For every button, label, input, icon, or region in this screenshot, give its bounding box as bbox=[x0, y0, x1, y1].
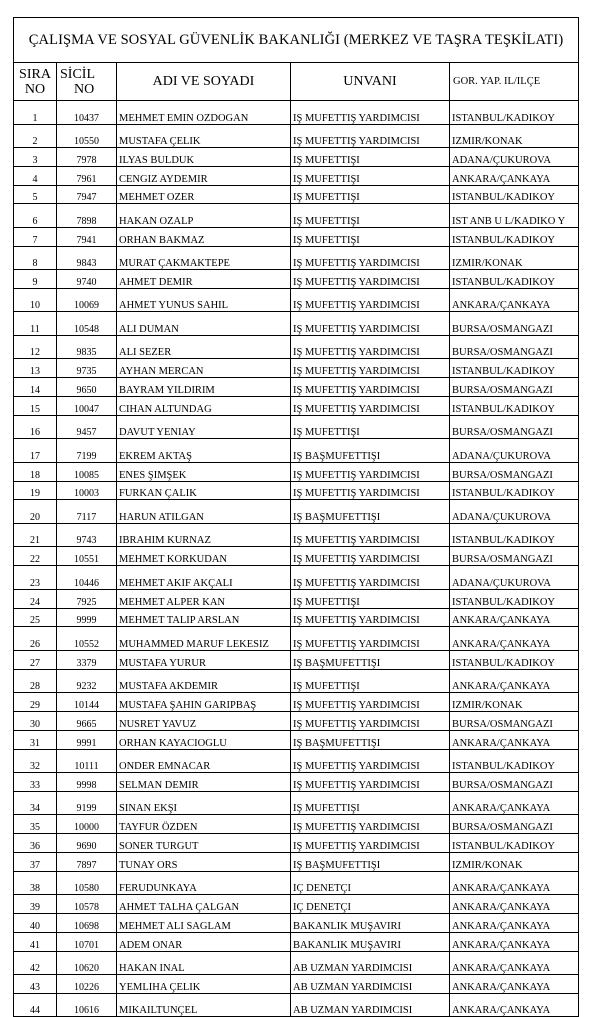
row-adi-soyadi: ORHAN BAKMAZ bbox=[117, 227, 291, 246]
header-sira-line1: SIRA bbox=[19, 66, 51, 82]
row-adi-soyadi: SONER TURGUT bbox=[117, 834, 291, 853]
row-adi-soyadi: MEHMET ALI SAGLAM bbox=[117, 914, 291, 933]
row-sira-no: 12 bbox=[14, 335, 57, 359]
row-adi-soyadi: AYHAN MERCAN bbox=[117, 359, 291, 378]
header-adi-soyadi: ADI VE SOYADI bbox=[117, 63, 291, 101]
row-unvani: IŞ MUFETTIŞI bbox=[291, 204, 450, 228]
row-sira-no: 39 bbox=[14, 895, 57, 914]
table-row bbox=[14, 227, 579, 246]
row-gorev-yeri: BURSA/OSMANGAZI bbox=[450, 815, 579, 834]
row-unvani: IŞ MUFETTIŞI bbox=[291, 166, 450, 185]
row-unvani: IŞ MUFETTIŞI bbox=[291, 791, 450, 815]
row-adi-soyadi: IBRAHIM KURNAZ bbox=[117, 523, 291, 547]
row-gorev-yeri: ISTANBUL/KADIKOY bbox=[450, 101, 579, 125]
table-row bbox=[14, 871, 579, 895]
row-adi-soyadi: MEHMET ALPER KAN bbox=[117, 589, 291, 608]
row-sira-no: 9 bbox=[14, 270, 57, 289]
row-sicil-no: 10047 bbox=[57, 397, 117, 416]
table-row bbox=[14, 185, 579, 204]
row-gorev-yeri: ISTANBUL/KADIKOY bbox=[450, 270, 579, 289]
row-sira-no: 5 bbox=[14, 185, 57, 204]
row-gorev-yeri: ANKARA/ÇANKAYA bbox=[450, 914, 579, 933]
header-gorev-yeri: GOR. YAP. IL/ILÇE bbox=[450, 63, 579, 101]
row-gorev-yeri: ADANA/ÇUKUROVA bbox=[450, 566, 579, 590]
row-adi-soyadi: EKREM AKTAŞ bbox=[117, 439, 291, 463]
table-row bbox=[14, 895, 579, 914]
row-sira-no: 28 bbox=[14, 669, 57, 693]
row-unvani: AB UZMAN YARDIMCISI bbox=[291, 951, 450, 975]
row-unvani: IŞ BAŞMUFETTIŞI bbox=[291, 500, 450, 524]
row-unvani: IŞ MUFETTIŞ YARDIMCISI bbox=[291, 749, 450, 773]
row-adi-soyadi: FURKAN ÇALIK bbox=[117, 481, 291, 500]
row-unvani: IŞ BAŞMUFETTIŞI bbox=[291, 650, 450, 669]
row-sicil-no: 9665 bbox=[57, 711, 117, 730]
row-gorev-yeri: BURSA/OSMANGAZI bbox=[450, 312, 579, 336]
row-sira-no: 8 bbox=[14, 246, 57, 270]
table-body bbox=[14, 101, 579, 1017]
table-row bbox=[14, 481, 579, 500]
table-row bbox=[14, 815, 579, 834]
table-row bbox=[14, 166, 579, 185]
row-sira-no: 13 bbox=[14, 359, 57, 378]
row-sira-no: 41 bbox=[14, 932, 57, 951]
table-row bbox=[14, 608, 579, 627]
table-row bbox=[14, 101, 579, 125]
row-sira-no: 29 bbox=[14, 693, 57, 712]
row-sicil-no: 10003 bbox=[57, 481, 117, 500]
row-sicil-no: 9650 bbox=[57, 378, 117, 397]
row-gorev-yeri: BURSA/OSMANGAZI bbox=[450, 711, 579, 730]
row-unvani: IŞ MUFETTIŞI bbox=[291, 415, 450, 439]
row-adi-soyadi: ONDER EMNACAR bbox=[117, 749, 291, 773]
row-unvani: AB UZMAN YARDIMCISI bbox=[291, 975, 450, 994]
table-row bbox=[14, 711, 579, 730]
row-unvani: IŞ MUFETTIŞ YARDIMCISI bbox=[291, 270, 450, 289]
row-gorev-yeri: ANKARA/ÇANKAYA bbox=[450, 791, 579, 815]
table-row bbox=[14, 148, 579, 167]
table-row bbox=[14, 124, 579, 148]
row-sicil-no: 9743 bbox=[57, 523, 117, 547]
row-sira-no: 44 bbox=[14, 993, 57, 1017]
table-row bbox=[14, 439, 579, 463]
table-row bbox=[14, 693, 579, 712]
row-sicil-no: 10552 bbox=[57, 627, 117, 651]
row-unvani: IŞ MUFETTIŞ YARDIMCISI bbox=[291, 335, 450, 359]
row-sira-no: 15 bbox=[14, 397, 57, 416]
table-row bbox=[14, 359, 579, 378]
row-gorev-yeri: ANKARA/ÇANKAYA bbox=[450, 932, 579, 951]
document-title: ÇALIŞMA VE SOSYAL GÜVENLİK BAKANLIĞI (MERKEZ VE TAŞRA TEŞKİLATI) bbox=[14, 18, 579, 63]
row-unvani: IŞ MUFETTIŞI bbox=[291, 669, 450, 693]
row-unvani: IŞ MUFETTIŞ YARDIMCISI bbox=[291, 627, 450, 651]
table-row bbox=[14, 791, 579, 815]
row-unvani: IŞ MUFETTIŞ YARDIMCISI bbox=[291, 288, 450, 312]
row-gorev-yeri: ISTANBUL/KADIKOY bbox=[450, 749, 579, 773]
row-sicil-no: 9735 bbox=[57, 359, 117, 378]
row-gorev-yeri: ISTANBUL/KADIKOY bbox=[450, 523, 579, 547]
row-gorev-yeri: ANKARA/ÇANKAYA bbox=[450, 951, 579, 975]
row-sicil-no: 7897 bbox=[57, 852, 117, 871]
row-sicil-no: 10548 bbox=[57, 312, 117, 336]
row-gorev-yeri: BURSA/OSMANGAZI bbox=[450, 773, 579, 792]
row-gorev-yeri: ISTANBUL/KADIKOY bbox=[450, 834, 579, 853]
row-gorev-yeri: BURSA/OSMANGAZI bbox=[450, 335, 579, 359]
table-row bbox=[14, 650, 579, 669]
row-unvani: IŞ MUFETTIŞ YARDIMCISI bbox=[291, 378, 450, 397]
row-sira-no: 36 bbox=[14, 834, 57, 853]
row-unvani: IŞ MUFETTIŞI bbox=[291, 148, 450, 167]
row-sicil-no: 7961 bbox=[57, 166, 117, 185]
row-sira-no: 4 bbox=[14, 166, 57, 185]
row-sicil-no: 10551 bbox=[57, 547, 117, 566]
row-sira-no: 31 bbox=[14, 730, 57, 749]
row-unvani: IŞ MUFETTIŞ YARDIMCISI bbox=[291, 566, 450, 590]
row-unvani: BAKANLIK MUŞAVIRI bbox=[291, 914, 450, 933]
row-adi-soyadi: SELMAN DEMIR bbox=[117, 773, 291, 792]
row-sira-no: 26 bbox=[14, 627, 57, 651]
table-row bbox=[14, 932, 579, 951]
row-adi-soyadi: FERUDUNKAYA bbox=[117, 871, 291, 895]
row-sicil-no: 9999 bbox=[57, 608, 117, 627]
row-gorev-yeri: ISTANBUL/KADIKOY bbox=[450, 650, 579, 669]
row-adi-soyadi: HARUN ATILGAN bbox=[117, 500, 291, 524]
row-sira-no: 21 bbox=[14, 523, 57, 547]
row-adi-soyadi: ALI DUMAN bbox=[117, 312, 291, 336]
row-unvani: IŞ MUFETTIŞ YARDIMCISI bbox=[291, 359, 450, 378]
row-unvani: IŞ MUFETTIŞ YARDIMCISI bbox=[291, 834, 450, 853]
table-row bbox=[14, 975, 579, 994]
header-sira-no bbox=[14, 63, 57, 101]
row-sicil-no: 7947 bbox=[57, 185, 117, 204]
table-row bbox=[14, 246, 579, 270]
row-sicil-no: 10701 bbox=[57, 932, 117, 951]
row-gorev-yeri: BURSA/OSMANGAZI bbox=[450, 462, 579, 481]
table-row bbox=[14, 397, 579, 416]
column-header-row bbox=[14, 63, 579, 101]
row-adi-soyadi: MEHMET EMIN OZDOGAN bbox=[117, 101, 291, 125]
row-sira-no: 6 bbox=[14, 204, 57, 228]
row-unvani: IŞ MUFETTIŞI bbox=[291, 185, 450, 204]
row-unvani: IŞ MUFETTIŞ YARDIMCISI bbox=[291, 101, 450, 125]
row-sicil-no: 7941 bbox=[57, 227, 117, 246]
table-row bbox=[14, 834, 579, 853]
row-adi-soyadi: ADEM ONAR bbox=[117, 932, 291, 951]
row-gorev-yeri: ANKARA/ÇANKAYA bbox=[450, 895, 579, 914]
row-sira-no: 42 bbox=[14, 951, 57, 975]
row-sicil-no: 10000 bbox=[57, 815, 117, 834]
row-adi-soyadi: TUNAY ORS bbox=[117, 852, 291, 871]
row-sicil-no: 3379 bbox=[57, 650, 117, 669]
row-adi-soyadi: ILYAS BULDUK bbox=[117, 148, 291, 167]
row-gorev-yeri: ISTANBUL/KADIKOY bbox=[450, 227, 579, 246]
row-adi-soyadi: MEHMET AKIF AKÇALI bbox=[117, 566, 291, 590]
row-sira-no: 30 bbox=[14, 711, 57, 730]
row-gorev-yeri: IZMIR/KONAK bbox=[450, 693, 579, 712]
row-unvani: IŞ MUFETTIŞ YARDIMCISI bbox=[291, 815, 450, 834]
row-unvani: IŞ MUFETTIŞ YARDIMCISI bbox=[291, 523, 450, 547]
row-sicil-no: 10446 bbox=[57, 566, 117, 590]
row-sira-no: 16 bbox=[14, 415, 57, 439]
row-adi-soyadi: MIKAILTUNÇEL bbox=[117, 993, 291, 1017]
row-adi-soyadi: BAYRAM YILDIRIM bbox=[117, 378, 291, 397]
row-adi-soyadi: HAKAN INAL bbox=[117, 951, 291, 975]
row-gorev-yeri: ISTANBUL/KADIKOY bbox=[450, 397, 579, 416]
row-adi-soyadi: MURAT ÇAKMAKTEPE bbox=[117, 246, 291, 270]
table-row bbox=[14, 270, 579, 289]
table-row bbox=[14, 566, 579, 590]
row-unvani: IŞ MUFETTIŞI bbox=[291, 589, 450, 608]
row-sicil-no: 9835 bbox=[57, 335, 117, 359]
row-adi-soyadi: AHMET TALHA ÇALGAN bbox=[117, 895, 291, 914]
row-unvani: IŞ MUFETTIŞ YARDIMCISI bbox=[291, 547, 450, 566]
row-unvani: IŞ MUFETTIŞI bbox=[291, 227, 450, 246]
row-sira-no: 7 bbox=[14, 227, 57, 246]
table-row bbox=[14, 730, 579, 749]
table-row bbox=[14, 669, 579, 693]
row-sicil-no: 10580 bbox=[57, 871, 117, 895]
row-sicil-no: 10069 bbox=[57, 288, 117, 312]
table-row bbox=[14, 914, 579, 933]
row-unvani: IÇ DENETÇI bbox=[291, 895, 450, 914]
row-adi-soyadi: CIHAN ALTUNDAG bbox=[117, 397, 291, 416]
row-gorev-yeri: ISTANBUL/KADIKOY bbox=[450, 589, 579, 608]
row-unvani: IŞ BAŞMUFETTIŞI bbox=[291, 730, 450, 749]
row-unvani: IŞ MUFETTIŞ YARDIMCISI bbox=[291, 246, 450, 270]
row-sicil-no: 9199 bbox=[57, 791, 117, 815]
table-row bbox=[14, 523, 579, 547]
header-sicil-no bbox=[57, 63, 117, 101]
row-unvani: IŞ BAŞMUFETTIŞI bbox=[291, 852, 450, 871]
row-sicil-no: 9740 bbox=[57, 270, 117, 289]
row-adi-soyadi: CENGIZ AYDEMIR bbox=[117, 166, 291, 185]
row-unvani: IŞ MUFETTIŞ YARDIMCISI bbox=[291, 312, 450, 336]
table-row bbox=[14, 415, 579, 439]
row-gorev-yeri: ANKARA/ÇANKAYA bbox=[450, 730, 579, 749]
row-sicil-no: 10698 bbox=[57, 914, 117, 933]
header-unvani: UNVANI bbox=[291, 63, 450, 101]
row-adi-soyadi: MEHMET TALIP ARSLAN bbox=[117, 608, 291, 627]
row-unvani: IÇ DENETÇI bbox=[291, 871, 450, 895]
row-gorev-yeri: IZMIR/KONAK bbox=[450, 246, 579, 270]
row-sira-no: 24 bbox=[14, 589, 57, 608]
row-sicil-no: 10550 bbox=[57, 124, 117, 148]
row-sicil-no: 9998 bbox=[57, 773, 117, 792]
row-sira-no: 40 bbox=[14, 914, 57, 933]
row-sira-no: 27 bbox=[14, 650, 57, 669]
row-sicil-no: 7199 bbox=[57, 439, 117, 463]
row-sira-no: 1 bbox=[14, 101, 57, 125]
row-sira-no: 10 bbox=[14, 288, 57, 312]
row-gorev-yeri: ADANA/ÇUKUROVA bbox=[450, 148, 579, 167]
row-gorev-yeri: ANKARA/ÇANKAYA bbox=[450, 975, 579, 994]
row-adi-soyadi: AHMET DEMIR bbox=[117, 270, 291, 289]
row-sicil-no: 10085 bbox=[57, 462, 117, 481]
row-unvani: IŞ MUFETTIŞ YARDIMCISI bbox=[291, 397, 450, 416]
row-adi-soyadi: MEHMET OZER bbox=[117, 185, 291, 204]
row-unvani: BAKANLIK MUŞAVIRI bbox=[291, 932, 450, 951]
row-sicil-no: 10578 bbox=[57, 895, 117, 914]
row-gorev-yeri: ANKARA/ÇANKAYA bbox=[450, 871, 579, 895]
row-adi-soyadi: MUHAMMED MARUF LEKESIZ bbox=[117, 627, 291, 651]
row-sicil-no: 9690 bbox=[57, 834, 117, 853]
row-adi-soyadi: ORHAN KAYACIOGLU bbox=[117, 730, 291, 749]
row-sira-no: 18 bbox=[14, 462, 57, 481]
row-sira-no: 3 bbox=[14, 148, 57, 167]
header-sicil-line2: NO bbox=[74, 81, 95, 97]
row-sicil-no: 7925 bbox=[57, 589, 117, 608]
row-adi-soyadi: NUSRET YAVUZ bbox=[117, 711, 291, 730]
row-sicil-no: 9991 bbox=[57, 730, 117, 749]
row-sira-no: 19 bbox=[14, 481, 57, 500]
row-sira-no: 34 bbox=[14, 791, 57, 815]
row-sira-no: 37 bbox=[14, 852, 57, 871]
row-gorev-yeri: ANKARA/ÇANKAYA bbox=[450, 288, 579, 312]
table-row bbox=[14, 951, 579, 975]
table-row bbox=[14, 589, 579, 608]
row-sira-no: 11 bbox=[14, 312, 57, 336]
row-gorev-yeri: ADANA/ÇUKUROVA bbox=[450, 500, 579, 524]
row-unvani: IŞ MUFETTIŞ YARDIMCISI bbox=[291, 124, 450, 148]
table-row bbox=[14, 749, 579, 773]
row-adi-soyadi: ENES ŞIMŞEK bbox=[117, 462, 291, 481]
row-gorev-yeri: ANKARA/ÇANKAYA bbox=[450, 993, 579, 1017]
table-row bbox=[14, 204, 579, 228]
row-sira-no: 2 bbox=[14, 124, 57, 148]
personnel-table bbox=[13, 17, 579, 1017]
row-adi-soyadi: DAVUT YENIAY bbox=[117, 415, 291, 439]
row-unvani: IŞ BAŞMUFETTIŞI bbox=[291, 439, 450, 463]
row-gorev-yeri: ANKARA/ÇANKAYA bbox=[450, 669, 579, 693]
row-gorev-yeri: BURSA/OSMANGAZI bbox=[450, 415, 579, 439]
row-sicil-no: 10616 bbox=[57, 993, 117, 1017]
row-gorev-yeri: IZMIR/KONAK bbox=[450, 124, 579, 148]
row-adi-soyadi: AHMET YUNUS SAHIL bbox=[117, 288, 291, 312]
row-unvani: IŞ MUFETTIŞ YARDIMCISI bbox=[291, 462, 450, 481]
row-gorev-yeri: ISTANBUL/KADIKOY bbox=[450, 481, 579, 500]
row-sicil-no: 9843 bbox=[57, 246, 117, 270]
row-gorev-yeri: ANKARA/ÇANKAYA bbox=[450, 608, 579, 627]
row-sira-no: 32 bbox=[14, 749, 57, 773]
personnel-list-sheet bbox=[13, 17, 578, 1017]
row-sicil-no: 7117 bbox=[57, 500, 117, 524]
table-row bbox=[14, 627, 579, 651]
row-sicil-no: 9457 bbox=[57, 415, 117, 439]
row-sicil-no: 10226 bbox=[57, 975, 117, 994]
table-row bbox=[14, 852, 579, 871]
row-sicil-no: 10111 bbox=[57, 749, 117, 773]
table-row bbox=[14, 288, 579, 312]
row-gorev-yeri: BURSA/OSMANGAZI bbox=[450, 547, 579, 566]
row-gorev-yeri: ISTANBUL/KADIKOY bbox=[450, 185, 579, 204]
row-sicil-no: 10620 bbox=[57, 951, 117, 975]
row-sira-no: 14 bbox=[14, 378, 57, 397]
row-sira-no: 38 bbox=[14, 871, 57, 895]
row-adi-soyadi: MUSTAFA YURUR bbox=[117, 650, 291, 669]
row-sicil-no: 9232 bbox=[57, 669, 117, 693]
row-gorev-yeri: ADANA/ÇUKUROVA bbox=[450, 439, 579, 463]
row-gorev-yeri: ANKARA/ÇANKAYA bbox=[450, 166, 579, 185]
row-adi-soyadi: HAKAN OZALP bbox=[117, 204, 291, 228]
row-unvani: IŞ MUFETTIŞ YARDIMCISI bbox=[291, 711, 450, 730]
row-sira-no: 17 bbox=[14, 439, 57, 463]
table-row bbox=[14, 773, 579, 792]
table-row bbox=[14, 500, 579, 524]
row-gorev-yeri: IZMIR/KONAK bbox=[450, 852, 579, 871]
row-sicil-no: 7898 bbox=[57, 204, 117, 228]
table-row bbox=[14, 993, 579, 1017]
row-adi-soyadi: SINAN EKŞI bbox=[117, 791, 291, 815]
row-adi-soyadi: MUSTAFA AKDEMIR bbox=[117, 669, 291, 693]
row-adi-soyadi: ALI SEZER bbox=[117, 335, 291, 359]
row-sira-no: 43 bbox=[14, 975, 57, 994]
row-adi-soyadi: MUSTAFA ÇELIK bbox=[117, 124, 291, 148]
row-gorev-yeri: BURSA/OSMANGAZI bbox=[450, 378, 579, 397]
header-sira-line2: NO bbox=[24, 81, 46, 97]
row-adi-soyadi: MEHMET KORKUDAN bbox=[117, 547, 291, 566]
row-adi-soyadi: YEMLIHA ÇELIK bbox=[117, 975, 291, 994]
row-unvani: IŞ MUFETTIŞ YARDIMCISI bbox=[291, 481, 450, 500]
row-sicil-no: 7978 bbox=[57, 148, 117, 167]
row-gorev-yeri: ANKARA/ÇANKAYA bbox=[450, 627, 579, 651]
row-sira-no: 22 bbox=[14, 547, 57, 566]
row-gorev-yeri: ISTANBUL/KADIKOY bbox=[450, 359, 579, 378]
row-sicil-no: 10437 bbox=[57, 101, 117, 125]
table-row bbox=[14, 378, 579, 397]
row-gorev-yeri: IST ANB U L/KADIKO Y bbox=[450, 204, 579, 228]
row-sira-no: 25 bbox=[14, 608, 57, 627]
row-unvani: AB UZMAN YARDIMCISI bbox=[291, 993, 450, 1017]
row-sira-no: 20 bbox=[14, 500, 57, 524]
row-unvani: IŞ MUFETTIŞ YARDIMCISI bbox=[291, 693, 450, 712]
table-row bbox=[14, 547, 579, 566]
row-adi-soyadi: MUSTAFA ŞAHIN GARIPBAŞ bbox=[117, 693, 291, 712]
row-sira-no: 23 bbox=[14, 566, 57, 590]
row-unvani: IŞ MUFETTIŞ YARDIMCISI bbox=[291, 608, 450, 627]
table-row bbox=[14, 312, 579, 336]
header-sicil-line1: SİCİL bbox=[60, 66, 95, 82]
table-row bbox=[14, 462, 579, 481]
row-sira-no: 33 bbox=[14, 773, 57, 792]
row-adi-soyadi: TAYFUR ÖZDEN bbox=[117, 815, 291, 834]
row-sicil-no: 10144 bbox=[57, 693, 117, 712]
table-row bbox=[14, 335, 579, 359]
row-sira-no: 35 bbox=[14, 815, 57, 834]
row-unvani: IŞ MUFETTIŞ YARDIMCISI bbox=[291, 773, 450, 792]
